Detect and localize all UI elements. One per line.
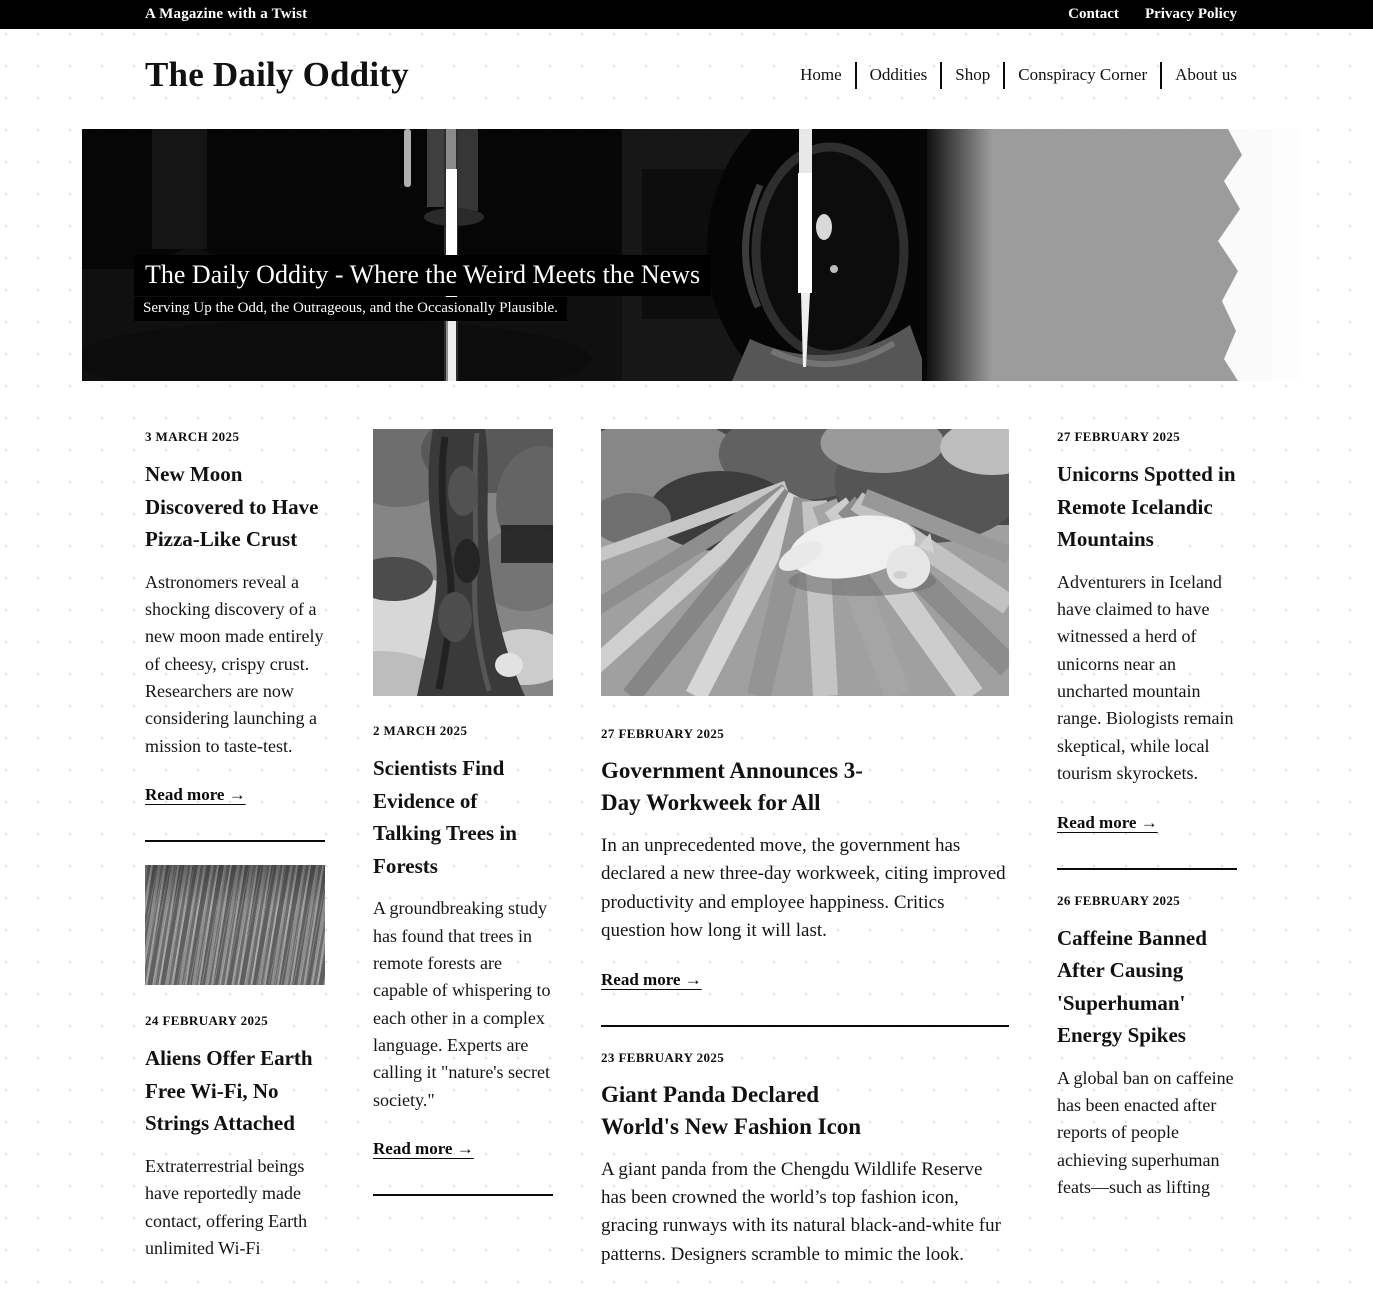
article-date: 3 MARCH 2025 [145,429,240,444]
site-title[interactable]: The Daily Oddity [145,55,409,94]
topbar-links [1068,6,1237,23]
article-card-new-moon [145,429,325,842]
article-date: 27 FEBRUARY 2025 [601,726,725,741]
article-divider [145,840,325,842]
article-excerpt: A global ban on caffeine has been enacted after reports of people achieving superhuman feats—such as lifting [1057,1067,1234,1198]
hero-subtitle: Serving Up the Odd, the Outrageous, and the Occasionally Plausible. [134,297,567,321]
article-date: 2 MARCH 2025 [373,723,468,738]
article-card-unicorns [1057,429,1237,870]
nav-item-home[interactable]: Home [800,65,842,84]
article-excerpt: Adventurers in Iceland have claimed to have witnessed a herd of unicorns near an uncharted mountain range. Biologists remain skeptical, while local tourism skyrockets. [1057,571,1234,784]
article-excerpt: A groundbreaking study has found that trees in remote forests are capable of whispering to each other in a complex language. Experts are calling it "nature's secret society." [373,898,551,1110]
article-excerpt: A giant panda from the Chengdu Wildlife Reserve has been crowned the world’s top fashion icon, gracing runways with its natural black-and-white fur patterns. Designers scramble to mimic the look. [601,1159,1001,1265]
article-title[interactable]: New Moon Discovered to Have Pizza-Like Crust [145,462,319,552]
site-header [0,29,1373,95]
article-column-1 [145,429,325,1294]
article-grid [145,429,1237,1294]
article-date: 26 FEBRUARY 2025 [1057,892,1181,908]
article-divider [373,1194,553,1196]
hero-text-overlay [134,255,711,321]
article-card-talking-trees [373,429,553,1196]
article-divider [601,1025,1009,1027]
article-title[interactable]: Aliens Offer Earth Free Wi-Fi, No Strings Attached [145,1046,313,1136]
read-more-link[interactable]: Read more → [601,969,702,989]
article-image-gnarled-tree-trunk[interactable] [373,429,553,696]
article-title[interactable]: Scientists Find Evidence of Talking Trees in Forests [373,756,517,878]
article-date: 23 FEBRUARY 2025 [601,1049,725,1065]
hero-title: The Daily Oddity - Where the Weird Meets the News [134,255,711,296]
article-divider [1057,868,1237,870]
article-title[interactable]: Unicorns Spotted in Remote Icelandic Mountains [1057,462,1236,552]
article-excerpt: In an unprecedented move, the government has declared a new three-day workweek, citing improved productivity and employee happiness. Critics question how long it will last. [601,835,1006,941]
article-column-4 [1057,429,1237,1294]
read-more-link[interactable]: Read more → [145,785,246,805]
read-more-link[interactable]: Read more → [1057,812,1158,832]
article-title[interactable]: Government Announces 3-Day Workweek for All [601,758,863,816]
article-image-white-cat-on-bamboo[interactable] [601,429,1009,696]
contact-link[interactable]: Contact [1068,6,1119,22]
nav-item-shop[interactable]: Shop [955,65,991,84]
article-date: 27 FEBRUARY 2025 [1057,429,1181,444]
article-column-3 [601,429,1009,1294]
article-card-panda-fashion [601,1050,1009,1269]
main-nav [800,62,1237,89]
privacy-policy-link[interactable]: Privacy Policy [1144,6,1237,22]
article-card-workweek [601,429,1009,1027]
hero-banner [82,129,1298,381]
nav-item-conspiracy-corner[interactable]: Conspiracy Corner [1018,65,1148,84]
site-tagline: A Magazine with a Twist [145,6,308,22]
nav-item-about-us[interactable]: About us [1175,65,1237,84]
article-image-fur-texture[interactable] [145,865,325,985]
article-date: 24 FEBRUARY 2025 [145,1013,269,1029]
article-title[interactable]: Giant Panda Declared World's New Fashion Icon [601,1081,862,1139]
article-excerpt: Astronomers reveal a shocking discovery of a new moon made entirely of cheesy, crispy crust. Researchers are now considering launching a mission to taste-test. [145,571,324,756]
article-title[interactable]: Caffeine Banned After Causing 'Superhuman' Energy Spikes [1057,925,1207,1048]
article-card-aliens-wifi [145,865,325,1262]
article-column-2 [373,429,553,1294]
article-card-caffeine-ban [1057,893,1237,1202]
article-excerpt: Extraterrestrial beings have reportedly made contact, offering Earth unlimited Wi-Fi [145,1155,308,1258]
top-bar [0,0,1373,29]
read-more-link[interactable]: Read more → [373,1139,474,1159]
nav-item-oddities[interactable]: Oddities [869,65,928,84]
